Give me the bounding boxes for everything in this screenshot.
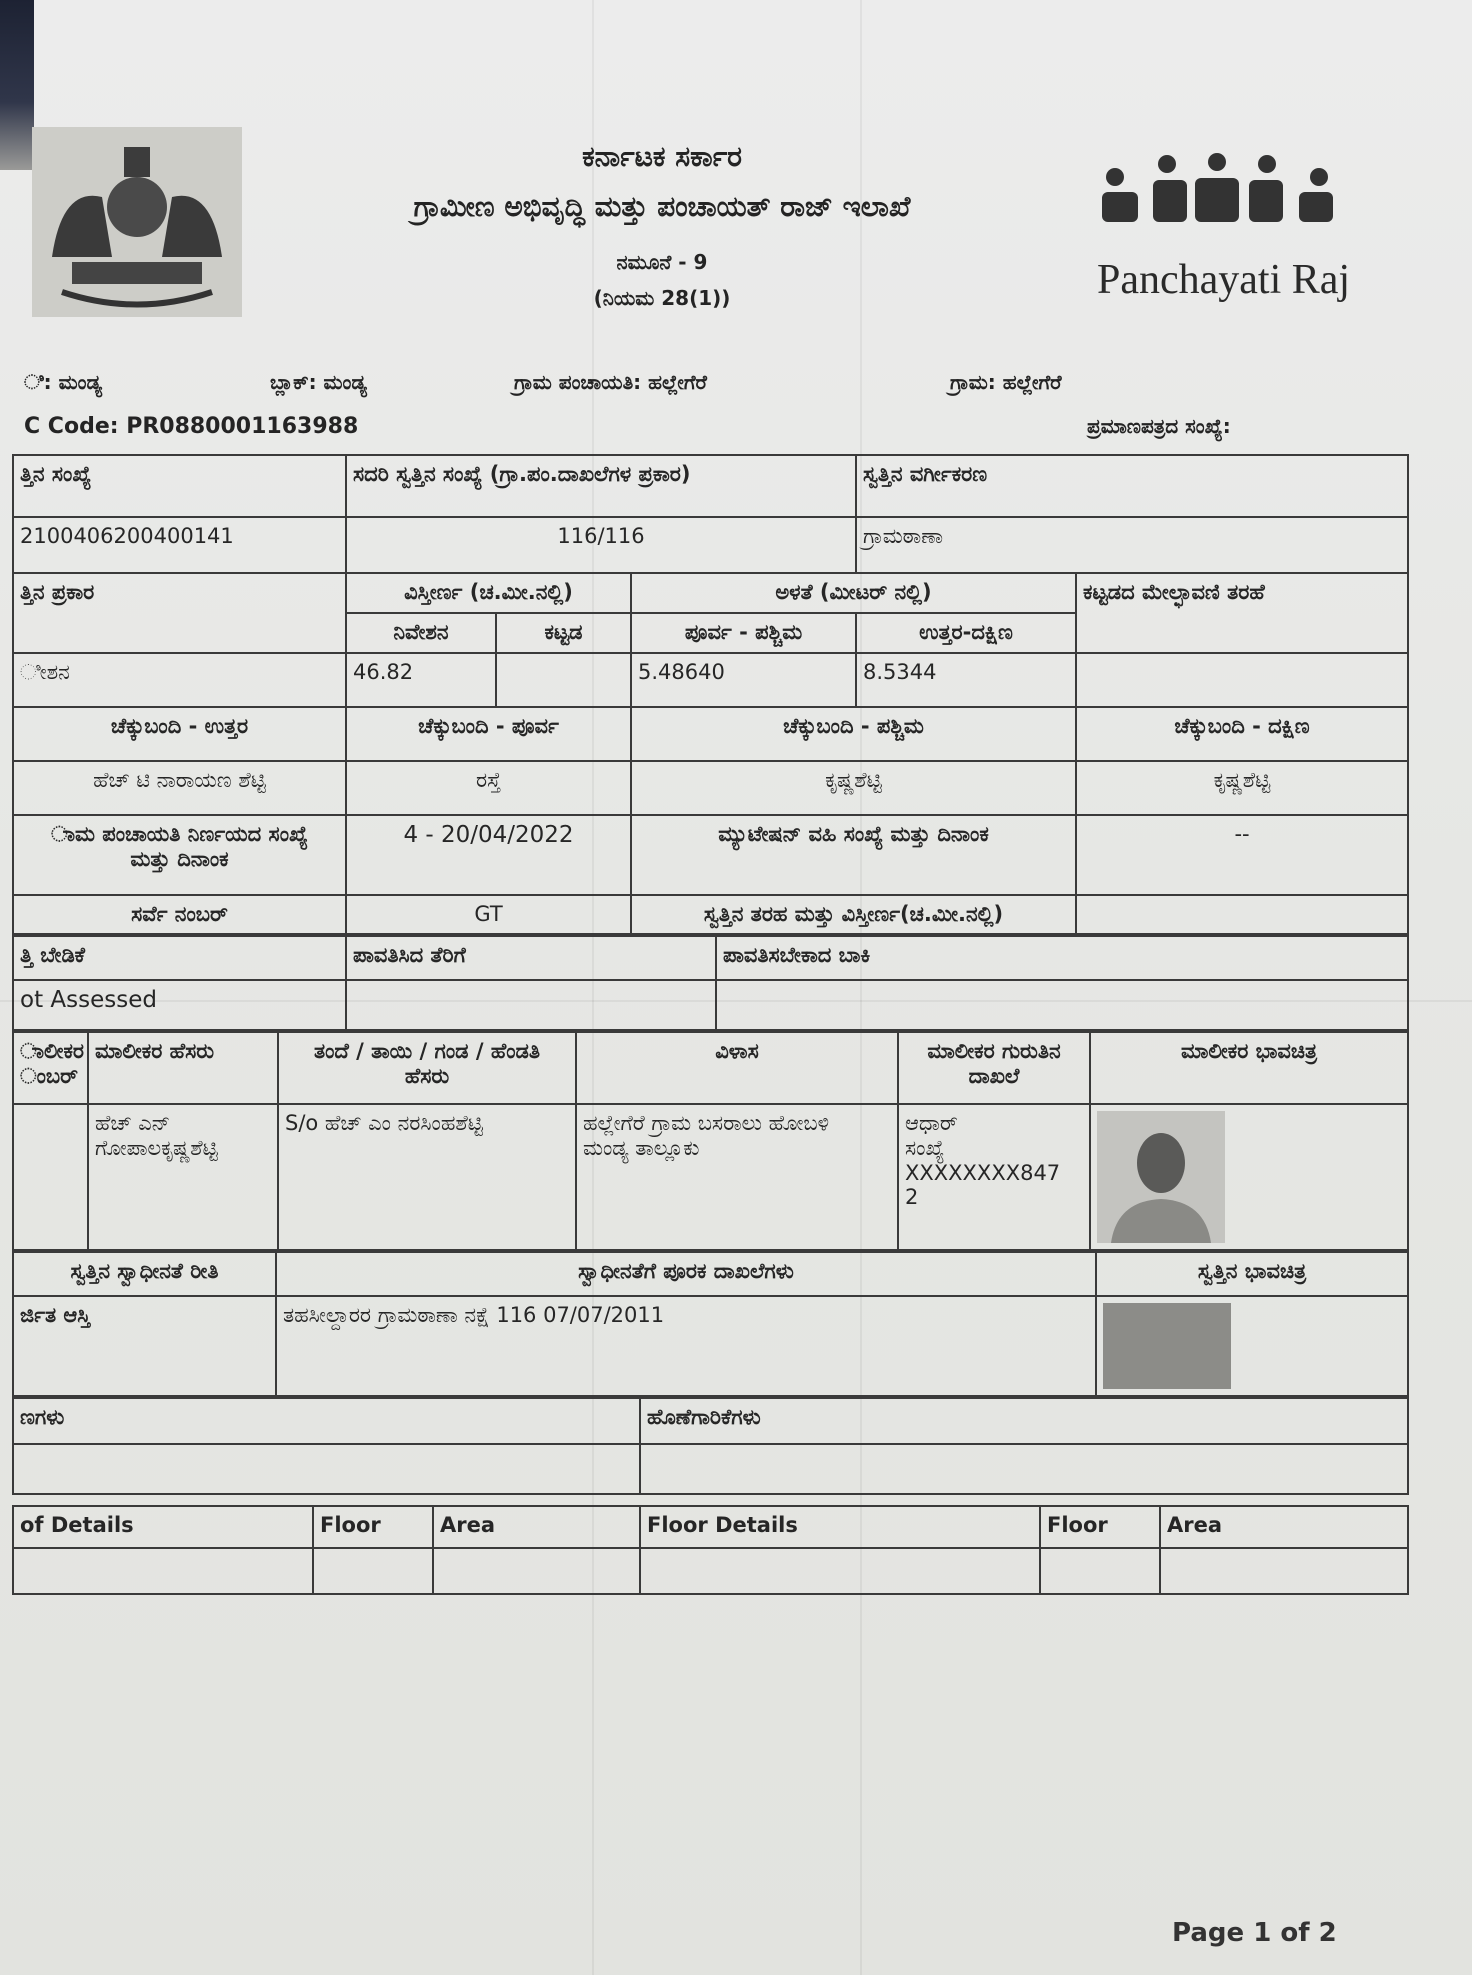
building-label: ಕಟ್ಟಡ: [496, 613, 631, 653]
property-photo: [1103, 1303, 1231, 1389]
owners-table: [12, 1031, 1409, 1251]
id-document-header: ಮಾಲೀಕರ ಗುರುತಿನ ದಾಖಲೆ: [898, 1032, 1090, 1104]
address-header: ವಿಳಾಸ: [576, 1032, 898, 1104]
form-document: [12, 122, 1417, 1595]
ownership-mode-label: ಸ್ವತ್ತಿನ ಸ್ವಾಧೀನತೆ ರೀತಿ: [13, 1252, 276, 1296]
floor-details-left-header: of Details: [13, 1506, 313, 1548]
karnataka-emblem-icon: [32, 127, 242, 317]
type-area-value: [1076, 895, 1408, 934]
property-photo-cell: [1096, 1296, 1408, 1396]
site-area-value: 46.82: [346, 653, 496, 707]
liabilities-table: [12, 1397, 1409, 1495]
west-boundary-value: ಕೃಷ್ಣಶೆಟ್ಟಿ: [631, 761, 1076, 815]
area-right-value: [1160, 1548, 1408, 1594]
owner-photo-header: ಮಾಲೀಕರ ಭಾವಚಿತ್ರ: [1090, 1032, 1408, 1104]
resolution-label: [13, 815, 346, 895]
property-id-label: ತ್ತಿನ ಸಂಖ್ಯೆ: [13, 455, 346, 517]
owner-name-header: ಮಾಲೀಕರ ಹೆಸರು: [88, 1032, 278, 1104]
classification-label: ಸ್ವತ್ತಿನ ವರ್ಗೀಕರಣ: [856, 455, 1408, 517]
floor-left-value: [313, 1548, 433, 1594]
east-west-value: 5.48640: [631, 653, 856, 707]
classification-value: ಗ್ರಾಮಠಾಣಾ: [856, 517, 1408, 573]
north-boundary-label: ಚೆಕ್ಕುಬಂದಿ - ಉತ್ತರ: [13, 707, 346, 761]
building-area-value: [496, 653, 631, 707]
area-right-header: Area: [1160, 1506, 1408, 1548]
property-type-value: ೀಶನ: [13, 653, 346, 707]
old-number-label: ಸದರಿ ಸ್ವತ್ತಿನ ಸಂಖ್ಯೆ (ಗ್ರಾ.ಪಂ.ದಾಖಲೆಗಳ ಪ್ರಕಾರ): [346, 455, 856, 517]
roof-type-label: ಕಟ್ಟಡದ ಮೇಲ್ಛಾವಣಿ ತರಹೆ: [1076, 573, 1408, 653]
mutation-value: --: [1076, 815, 1408, 895]
east-west-label: ಪೂರ್ವ - ಪಶ್ಚಿಮ: [631, 613, 856, 653]
site-label: ನಿವೇಶನ: [346, 613, 496, 653]
gov-title: ಕರ್ನಾಟಕ ಸರ್ಕಾರ: [582, 140, 742, 173]
rule-number: (ನಿಯಮ 28(1)): [593, 286, 731, 310]
west-boundary-label: ಚೆಕ್ಕುಬಂದಿ - ಪಶ್ಚಿಮ: [631, 707, 1076, 761]
area-label: ವಿಸ್ತೀರ್ಣ (ಚ.ಮೀ.ನಲ್ಲಿ): [346, 573, 631, 613]
tax-paid-label: ಪಾವತಿಸಿದ ತೆರಿಗೆ: [346, 936, 716, 980]
property-id-value: 2100406200400141: [13, 517, 346, 573]
address-value: ಹಲ್ಲೇಗೆರೆ ಗ್ರಾಮ ಬಸರಾಲು ಹೋಬಳಿ ಮಂಡ್ಯ ತಾಲ್ಲೂಕು: [576, 1104, 898, 1250]
owner-photo: [1097, 1111, 1225, 1243]
page-number: Page 1 of 2: [1172, 1918, 1337, 1948]
people-group-icon: [1097, 152, 1337, 232]
owner-photo-cell: [1090, 1104, 1408, 1250]
floor-right-value: [1040, 1548, 1160, 1594]
north-south-value: 8.5344: [856, 653, 1076, 707]
property-type-label: ತ್ತಿನ ಪ್ರಕಾರ: [13, 573, 346, 653]
ownership-table: [12, 1251, 1409, 1397]
district-label: ಿ: ಮಂಡ್ಯ: [24, 370, 102, 394]
east-boundary-value: ರಸ್ತೆ: [346, 761, 631, 815]
village-label: ಗ್ರಾಮ: ಹಲ್ಲೇಗೆರೆ: [950, 370, 1062, 394]
certificate-number-label: ಪ್ರಮಾಣಪತ್ರದ ಸಂಖ್ಯೆ:: [1087, 414, 1231, 438]
roof-type-value: [1076, 653, 1408, 707]
north-south-label: ಉತ್ತರ-ದಕ್ಷಿಣ: [856, 613, 1076, 653]
type-area-label: ಸ್ವತ್ತಿನ ತರಹ ಮತ್ತು ವಿಸ್ತೀರ್ಣ(ಚ.ಮೀ.ನಲ್ಲಿ): [631, 895, 1076, 934]
survey-number-value: GT: [346, 895, 631, 934]
floor-details-right-header: Floor Details: [640, 1506, 1040, 1548]
dimension-label: ಅಳತೆ (ಮೀಟರ್ ನಲ್ಲಿ): [631, 573, 1076, 613]
form-number: ನಮೂನೆ - 9: [616, 250, 708, 274]
resolution-label-line1: ಾಮ ಪಂಚಾಯತಿ ನಿರ್ಣಯದ ಸಂಖ್ಯೆ: [50, 822, 309, 846]
ownership-mode-value: ರ್ಜಿತ ಆಸ್ತಿ: [13, 1296, 276, 1396]
floor-table: [12, 1505, 1409, 1595]
survey-number-label: ಸರ್ವೆ ನಂಬರ್: [13, 895, 346, 934]
document-header: [12, 122, 1417, 362]
east-boundary-label: ಚೆಕ್ಕುಬಂದಿ - ಪೂರ್ವ: [346, 707, 631, 761]
owner-number-value: [13, 1104, 88, 1250]
south-boundary-value: ಕೃಷ್ಣಶೆಟ್ಟಿ: [1076, 761, 1408, 815]
relation-value: S/o ಹೆಚ್ ಎಂ ನರಸಿಂಹಶೆಟ್ಟಿ: [278, 1104, 576, 1250]
lgd-code: C Code: PR0880001163988: [24, 414, 359, 439]
tax-table: [12, 935, 1409, 1031]
tax-balance-value: [716, 980, 1408, 1030]
floor-left-header: Floor: [313, 1506, 433, 1548]
area-left-header: Area: [433, 1506, 640, 1548]
south-boundary-label: ಚೆಕ್ಕುಬಂದಿ - ದಕ್ಷಿಣ: [1076, 707, 1408, 761]
floor-right-header: Floor: [1040, 1506, 1160, 1548]
ownership-docs-value: ತಹಸೀಲ್ದಾರರ ಗ್ರಾಮಠಾಣಾ ನಕ್ಷೆ 116 07/07/2011: [276, 1296, 1096, 1396]
id-document-value: ಆಧಾರ್ ಸಂಖ್ಯೆ XXXXXXXX847 2: [898, 1104, 1090, 1250]
liabilities-right-label: ಹೊಣೆಗಾರಿಕೆಗಳು: [640, 1398, 1408, 1444]
floor-details-right-value: [640, 1548, 1040, 1594]
location-row: [12, 362, 1417, 408]
gram-panchayat-label: ಗ್ರಾಮ ಪಂಚಾಯತಿ: ಹಲ್ಲೇಗೆರೆ: [514, 370, 707, 394]
code-row: [12, 408, 1417, 454]
property-table: [12, 454, 1409, 935]
liabilities-left-label: ಣಗಳು: [13, 1398, 640, 1444]
area-left-value: [433, 1548, 640, 1594]
resolution-label-line2: ಮತ್ತು ದಿನಾಂಕ: [130, 847, 229, 871]
panchayati-raj-logo: [1097, 152, 1357, 352]
liabilities-left-value: [13, 1444, 640, 1494]
resolution-value: 4 - 20/04/2022: [346, 815, 631, 895]
tax-demand-value: ot Assessed: [13, 980, 346, 1030]
relation-header: ತಂದೆ / ತಾಯಿ / ಗಂಡ / ಹೆಂಡತಿ ಹೆಸರು: [278, 1032, 576, 1104]
mutation-label: ಮ್ಯುಟೇಷನ್ ವಹಿ ಸಂಖ್ಯೆ ಮತ್ತು ದಿನಾಂಕ: [631, 815, 1076, 895]
floor-details-left-value: [13, 1548, 313, 1594]
block-label: ಬ್ಲಾಕ್: ಮಂಡ್ಯ: [270, 370, 367, 394]
owner-number-header: ಾಲೀಕರ ಂಬರ್: [13, 1032, 88, 1104]
dept-title: ಗ್ರಾಮೀಣ ಅಭಿವೃದ್ಧಿ ಮತ್ತು ಪಂಚಾಯತ್ ರಾಜ್ ಇಲಾಖೆ: [413, 190, 911, 223]
north-boundary-value: ಹೆಚ್ ಟಿ ನಾರಾಯಣ ಶೆಟ್ಟಿ: [13, 761, 346, 815]
tax-demand-label: ತ್ತಿ ಬೇಡಿಕೆ: [13, 936, 346, 980]
tax-paid-value: [346, 980, 716, 1030]
tax-balance-label: ಪಾವತಿಸಬೇಕಾದ ಬಾಕಿ: [716, 936, 1408, 980]
old-number-value: 116/116: [346, 517, 856, 573]
ownership-docs-label: ಸ್ವಾಧೀನತೆಗೆ ಪೂರಕ ದಾಖಲೆಗಳು: [276, 1252, 1096, 1296]
liabilities-right-value: [640, 1444, 1408, 1494]
owner-name-value: ಹೆಚ್ ಎನ್ ಗೋಪಾಲಕೃಷ್ಣಶೆಟ್ಟಿ: [88, 1104, 278, 1250]
logo-text: Panchayati Raj: [1097, 257, 1351, 303]
property-photo-label: ಸ್ವತ್ತಿನ ಭಾವಚಿತ್ರ: [1096, 1252, 1408, 1296]
